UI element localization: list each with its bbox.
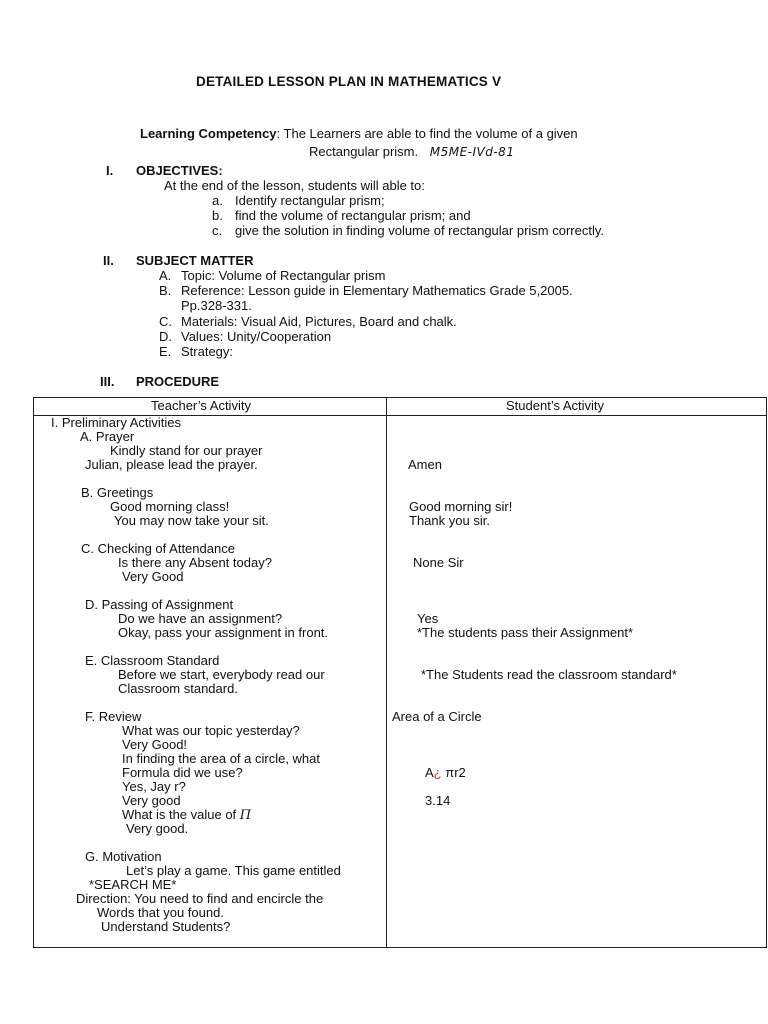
- teacher-line: F. Review: [85, 709, 142, 724]
- teacher-line: Direction: You need to find and encircle the: [76, 891, 324, 906]
- student-line: Thank you sir.: [409, 513, 490, 528]
- subject-marker: D.: [159, 329, 172, 344]
- teacher-line: Classroom standard.: [118, 681, 238, 696]
- procedure-numeral: III.: [100, 374, 115, 389]
- teacher-line: What was our topic yesterday?: [122, 723, 300, 738]
- objective-marker: c.: [212, 223, 223, 238]
- teacher-line: Do we have an assignment?: [118, 611, 283, 626]
- subject-item: Pp.328-331.: [181, 298, 252, 313]
- teacher-line: Very good: [122, 793, 181, 808]
- teacher-line: C. Checking of Attendance: [81, 541, 235, 556]
- subject-item: Strategy:: [181, 344, 234, 359]
- teacher-line: *SEARCH ME*: [89, 877, 177, 892]
- subject-marker: B.: [159, 283, 172, 298]
- teacher-line: Very Good!: [122, 737, 188, 752]
- student-line: Yes: [417, 611, 439, 626]
- column-divider: [386, 398, 387, 947]
- subject-item: Materials: Visual Aid, Pictures, Board and chalk.: [181, 314, 457, 329]
- subject-item: Reference: Lesson guide in Elementary Mathematics Grade 5,2005.: [181, 283, 573, 298]
- subject-matter-heading: SUBJECT MATTER: [136, 253, 254, 268]
- competency-text-2: Rectangular prism.: [309, 144, 419, 159]
- teacher-line: Yes, Jay r?: [122, 779, 186, 794]
- teacher-line: B. Greetings: [81, 485, 154, 500]
- student-line: Amen: [408, 457, 442, 472]
- formula-mark: ¿: [433, 765, 442, 780]
- objectives-intro: At the end of the lesson, students will able to:: [164, 178, 425, 193]
- subject-item: Topic: Volume of Rectangular prism: [181, 268, 386, 283]
- teacher-line: A. Prayer: [80, 429, 135, 444]
- objective-marker: b.: [212, 208, 223, 223]
- student-activity-header: Student’s Activity: [506, 398, 605, 413]
- student-line: Good morning sir!: [409, 499, 513, 514]
- subject-marker: E.: [159, 344, 172, 359]
- student-line: 3.14: [425, 793, 451, 808]
- competency-code: M5ME-IVd-81: [429, 145, 515, 159]
- teacher-line: You may now take your sit.: [114, 513, 269, 528]
- teacher-line: Let’s play a game. This game entitled: [126, 863, 341, 878]
- objective-item: Identify rectangular prism;: [235, 193, 385, 208]
- teacher-line: Words that you found.: [97, 905, 224, 920]
- subject-marker: A.: [159, 268, 172, 283]
- teacher-line: Very Good: [122, 569, 184, 584]
- subject-item: Values: Unity/Cooperation: [181, 329, 332, 344]
- teacher-line: Julian, please lead the prayer.: [85, 457, 258, 472]
- teacher-line: Kindly stand for our prayer: [110, 443, 263, 458]
- objective-item: find the volume of rectangular prism; and: [235, 208, 471, 223]
- teacher-line: In finding the area of a circle, what: [122, 751, 321, 766]
- objectives-heading: OBJECTIVES:: [136, 163, 223, 178]
- teacher-line: Okay, pass your assignment in front.: [118, 625, 329, 640]
- competency-line-2: [309, 144, 514, 160]
- teacher-line: Before we start, everybody read our: [118, 667, 325, 682]
- objectives-numeral: I.: [106, 163, 114, 178]
- student-line: *The Students read the classroom standard*: [421, 667, 677, 682]
- teacher-line: Is there any Absent today?: [118, 555, 272, 570]
- formula-rest: πr2: [441, 765, 466, 780]
- teacher-line: Good morning class!: [110, 499, 230, 514]
- student-line: *The students pass their Assignment*: [417, 625, 634, 640]
- teacher-line: What is the value of: [122, 807, 237, 822]
- competency-label: Learning Competency: [140, 126, 277, 141]
- learning-competency: [140, 126, 578, 141]
- student-line: None Sir: [413, 555, 464, 570]
- teacher-line: Understand Students?: [101, 919, 231, 934]
- objective-marker: a.: [212, 193, 223, 208]
- teacher-line: E. Classroom Standard: [85, 653, 220, 668]
- teacher-activity-header: Teacher’s Activity: [151, 398, 251, 413]
- teacher-line: Formula did we use?: [122, 765, 243, 780]
- student-line: Area of a Circle: [392, 709, 482, 724]
- competency-text: : The Learners are able to find the volume of a given: [276, 126, 578, 141]
- procedure-table: [33, 397, 767, 948]
- objective-item: give the solution in finding volume of rectangular prism correctly.: [235, 223, 604, 238]
- teacher-line: I. Preliminary Activities: [51, 415, 182, 430]
- page-title: DETAILED LESSON PLAN IN MATHEMATICS V: [196, 74, 502, 89]
- area-formula: [425, 766, 466, 780]
- subject-marker: C.: [159, 314, 172, 329]
- teacher-line: Very good.: [126, 821, 189, 836]
- teacher-line: G. Motivation: [85, 849, 162, 864]
- formula-a: A: [425, 765, 434, 780]
- subject-matter-numeral: II.: [103, 253, 114, 268]
- pi-symbol: Π: [239, 808, 252, 823]
- teacher-line: D. Passing of Assignment: [85, 597, 234, 612]
- procedure-heading: PROCEDURE: [136, 374, 220, 389]
